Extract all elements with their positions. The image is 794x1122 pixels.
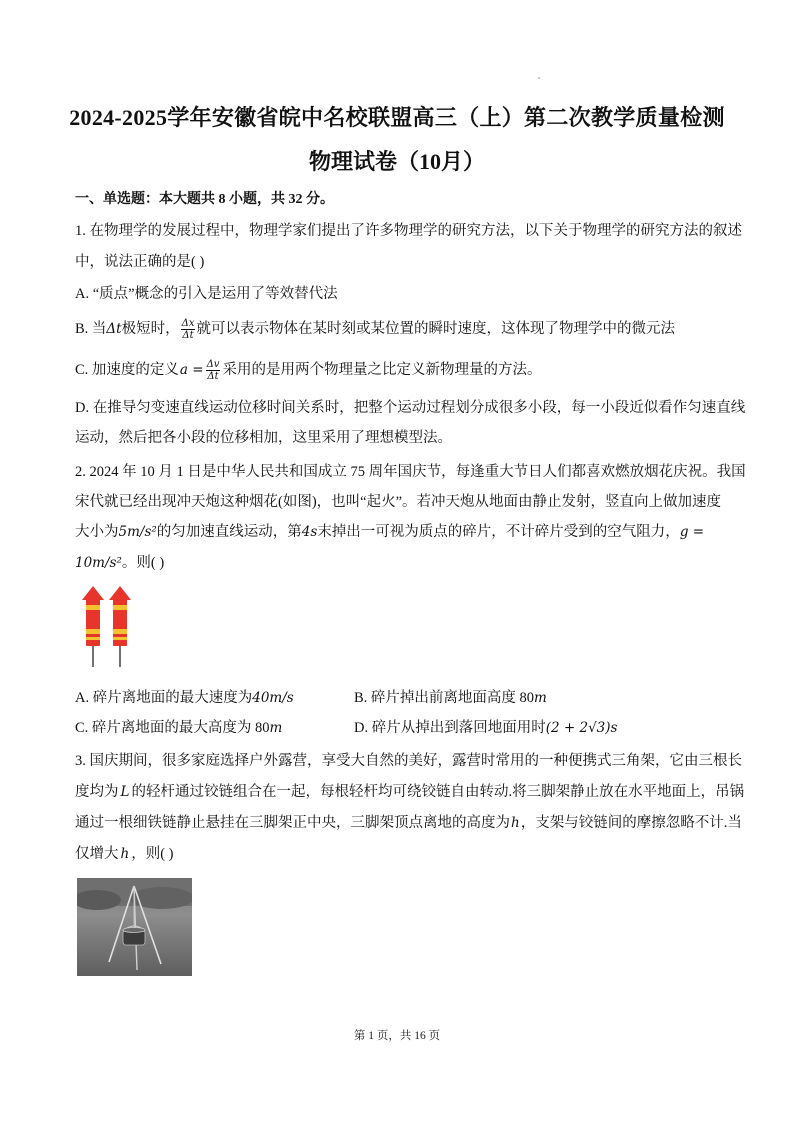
q1-option-b [75, 317, 675, 341]
q3-height-symbol: h [511, 815, 520, 831]
q1-option-b-frac-den: Δt [182, 330, 194, 342]
q2-time-value: 4s [301, 524, 318, 540]
q2-option-b [354, 686, 547, 707]
q1-option-b-frac-num: Δx [181, 318, 195, 330]
q2-option-b-math: m [534, 690, 547, 706]
q2-stem-line1: 2. 2024 年 10 月 1 日是中华人民共和国成立 75 周年国庆节，每逢重大节日人们都喜欢燃放烟花庆祝。我国 [75, 464, 746, 480]
q1-option-c-frac-num: Δv [206, 359, 220, 371]
q3-stem-line4-b: ，则( ) [131, 846, 174, 862]
q3-stem-line4-a: 仅增大 [75, 846, 119, 862]
q2-option-a [75, 686, 294, 707]
firework-rockets-figure [78, 586, 138, 668]
q1-option-b-prefix: B. 当 [75, 321, 107, 337]
q2-accel-value: 5m/s² [118, 524, 157, 540]
q2-stem-line3-c: 末掉出一可视为质点的碎片，不计碎片受到的空气阻力， [317, 524, 680, 540]
q2-stem-line4 [75, 551, 164, 572]
q3-stem-line3-a: 通过一根细铁链静止悬挂在三脚架正中央，三脚架顶点离地的高度为 [75, 815, 510, 831]
page-footer: 第 1 页，共 16 页 [353, 1030, 441, 1042]
q1-option-d-line1: D. 在推导匀变速直线运动位移时间关系时，把整个运动过程划分成很多小段，每一小段近似看作匀速直线 [75, 400, 746, 416]
q1-option-c-fraction [206, 359, 221, 382]
q2-option-d-math: (2 + 2√3)s [545, 720, 618, 736]
q2-stem-line2: 宋代就已经出现冲天炮这种烟花(如图)，也叫“起火”。若冲天炮从地面由静止发射，竖直向上做加速度 [75, 494, 722, 510]
q2-option-a-math: 40m/s [252, 690, 294, 706]
q3-height-symbol-2: h [120, 846, 130, 862]
q3-stem-line3-b: ，支架与铰链间的摩擦忽略不计.当 [520, 815, 742, 831]
q2-stem-line3-a: 大小为 [75, 524, 119, 540]
q1-stem-line1: 1. 在物理学的发展过程中，物理学家们提出了许多物理学的研究方法，以下关于物理学的研究方法的叙述 [75, 223, 742, 239]
q2-option-b-text: B. 碎片掉出前离地面高度 80 [354, 690, 535, 706]
q2-stem-line3-b: 的匀加速直线运动，第 [156, 524, 302, 540]
tripod-camping-image [77, 878, 192, 976]
section-heading: 一、单选题：本大题共 8 小题，共 32 分。 [75, 192, 334, 207]
q2-option-c-text: C. 碎片离地面的最大高度为 80 [75, 720, 270, 736]
q2-stem-line4-b: 。则( ) [121, 555, 165, 571]
q1-option-c-suffix: 采用的是用两个物理量之比定义新物理量的方法。 [222, 362, 542, 378]
q2-option-c-math: m [269, 720, 283, 736]
q1-option-c-frac-den: Δt [207, 371, 219, 383]
q3-stem-line4 [75, 842, 174, 863]
q1-option-c [75, 358, 541, 382]
q2-option-c [75, 716, 282, 737]
q1-option-c-prefix: C. 加速度的定义 [75, 362, 179, 378]
exam-title-line1: 2024-2025学年安徽省皖中名校联盟高三（上）第二次教学质量检测 [69, 105, 725, 130]
q1-option-b-mid: 极短时， [121, 321, 180, 337]
q2-option-d [354, 716, 617, 737]
q2-option-d-text: D. 碎片从掉出到落回地面用时 [354, 720, 546, 736]
rocket-illustration [78, 586, 138, 668]
q1-option-a: A. “质点”概念的引入是运用了等效替代法 [75, 286, 338, 302]
q1-option-c-eq: a = [179, 362, 204, 378]
q2-g-value: 10m/s² [75, 555, 122, 571]
q3-stem-line2-b: 的轻杆通过铰链组合在一起，每根轻杆均可绕铰链自由转动.将三脚架静止放在水平地面上，吊锅 [131, 784, 745, 800]
q3-stem-line3 [75, 811, 742, 832]
tripod-photo [77, 878, 192, 976]
q1-option-b-fraction [181, 318, 196, 341]
q1-option-b-delta: Δt [106, 321, 122, 337]
exam-title-line2: 物理试卷（10月） [308, 149, 485, 174]
q3-length-symbol: L [120, 784, 130, 800]
q3-stem-line1: 3. 国庆期间，很多家庭选择户外露营，享受大自然的美好，露营时常用的一种便携式三角架，它由三根长 [75, 753, 742, 769]
rocket-right [109, 586, 131, 667]
rocket-left [82, 586, 104, 667]
q3-stem-line2 [75, 780, 744, 801]
q3-stem-line2-a: 度均为 [75, 784, 119, 800]
q2-g-symbol: g = [679, 524, 705, 540]
q1-option-d-line2: 运动，然后把各小段的位移相加，这里采用了理想模型法。 [75, 430, 452, 446]
q1-stem-line2: 中，说法正确的是( ) [75, 254, 205, 270]
q2-stem-line3 [75, 520, 704, 541]
q2-option-a-text: A. 碎片离地面的最大速度为 [75, 690, 253, 706]
q1-option-b-suffix: 就可以表示物体在某时刻或某位置的瞬时速度，这体现了物理学中的微元法 [196, 321, 675, 337]
scan-dot [538, 77, 540, 79]
